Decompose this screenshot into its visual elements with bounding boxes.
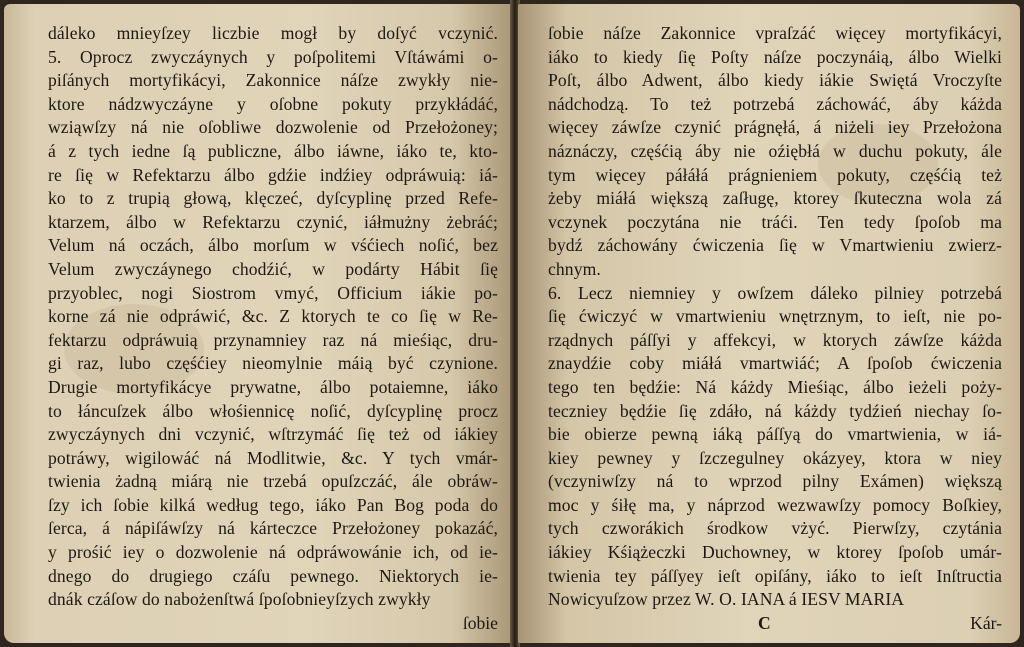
- right-text-line: vczynek poczytána nie tráći. Ten tedy ſpoſob ma: [548, 211, 1002, 232]
- left-text-line: ſerca, á nápiſáwſzy ná kárteczce Przełożoney pokazáć,: [48, 518, 498, 539]
- left-text-line: Velum zwyczáynego chodźić, w podárty Hábit ſię: [48, 258, 498, 279]
- right-page: [518, 4, 1020, 643]
- left-text-line: korne zá nie odpráwić, &c. Z ktorych te co ſię w Re-: [48, 306, 498, 327]
- catchword: ſobie: [462, 612, 498, 633]
- signature-mark: C: [758, 612, 771, 633]
- right-text-line: moc y śiłę ma, y náprzod wezwawſzy pomocy Boſkiey,: [548, 494, 1002, 515]
- right-text-line: tych czworákich środkow vżyć. Pierwſzy, czytánia: [548, 518, 1002, 539]
- left-text-line: ktore nádzwyczáyne y oſobne pokuty przykłádáć,: [48, 93, 498, 114]
- right-text-line: rządnych páſſyi y affekcyi, w ktorych záwſze káżda: [548, 329, 1002, 350]
- left-text-line: y prośić iey o dozwolenie ná odpráwowánie ich, od ie-: [48, 542, 498, 563]
- right-text-line: teczniey będźie ſię zdáło, ná káżdy tydźień niechay ſo-: [548, 400, 1002, 421]
- left-text-line: to łáncuſzek álbo włośiennicę noſić, dyſcyplinę procz: [48, 400, 498, 421]
- left-text-line: potráwy, wigilowáć ná Modlitwie, &c. Y tych vmár-: [48, 447, 498, 468]
- left-text-line: ko to z trupią głową, klęczeć, dyſcyplinę przed Refe-: [48, 188, 498, 209]
- right-text-line: ſobie náſze Zakonnice vpraſzáć więcey mortyfikácyi,: [548, 23, 1002, 43]
- left-text-line: wziąwſzy ná nie oſobliwe dozwolenie od Przełożoney;: [48, 117, 498, 138]
- left-text-line: ktarzem, álbo w Refektarzu czynić, iáłmużny żebráć;: [48, 211, 498, 232]
- left-page-text: [4, 22, 512, 635]
- right-text-line: tym więcey páłáłá prágnieniem pokuty, częśćią też: [548, 164, 1002, 185]
- left-text-line: dnák czáſow do nabożenſtwá ſpoſobnieyſzych zwykły: [48, 589, 431, 610]
- right-text-line: Poſt, álbo Adwent, álbo kiedy iákie Swiętá Vroczyſte: [548, 70, 1002, 91]
- left-page-footer: [48, 612, 498, 636]
- right-text-line: Nowicyuſzow przez W. O. IANA á IESV MARIA: [548, 589, 905, 610]
- right-text-line: 6. Lecz niemniey y owſzem dáleko pilniey potrzebá: [548, 282, 1002, 303]
- right-text-line: więcey záwſze czynić prágnęłá, á niżeli iey Przełożona: [548, 117, 1002, 138]
- right-text-line: tego ten będźie: Ná káżdy Mieśiąc, álbo ieżeli poży-: [548, 376, 1002, 397]
- left-text-line: gi raz, lubo częśćiey nieomylnie máią być czynione.: [48, 353, 498, 374]
- left-text-line: Drugie mortyfikácye prywatne, álbo potaiemne, iáko: [48, 376, 498, 397]
- left-text-line: dnego do drugiego czáſu pewnego. Niektorych ie-: [48, 565, 498, 586]
- right-text-line: chnym.: [548, 258, 601, 279]
- right-text-line: twienia tey páſſyey ieſt opiſány, iáko to ieſt Inſtructia: [548, 565, 1002, 586]
- right-text-line: bie obierze pewną iáką páſſyą do vmartwienia, w iá-: [548, 424, 1002, 445]
- right-page-footer: [548, 612, 1002, 636]
- left-text-line: fektarzu odpráwuią przynamniey raz ná mieśiąc, dru-: [48, 329, 498, 350]
- right-text-line: (vczyniwſzy ná to wprzod pilny Exámen) większą: [548, 471, 1002, 492]
- right-text-line: nádchodzą. To też potrzebá záchowáć, áby káżda: [548, 93, 1002, 114]
- right-text-line: znaydźie coby miáłá vmartwiáć; A ſpoſob ćwiczenia: [548, 353, 1002, 374]
- left-text-line: dáleko mnieyſzey liczbie mogł by doſyć vczynić.: [48, 23, 498, 43]
- right-text-line: ſię ćwiczyć w vmartwieniu wnętrznym, to ieſt, nie po-: [548, 306, 1002, 327]
- left-text-line: á z tych iedne ſą publiczne, álbo iáwne, iáko te, kto-: [48, 140, 498, 161]
- right-text-line: żeby miáłá większą zaſługę, ktorey ſkuteczna wola zá: [548, 188, 1002, 209]
- right-text-line: náznáczy, częśćią áby nie oźiębłá w duchu pokuty, ále: [548, 140, 1002, 161]
- left-text-line: zwyczáynych dni vczynić, wſtrzymáć ſię też od iákiey: [48, 424, 498, 445]
- left-text-line: Velum ná oczách, álbo morſum w vśćiech noſić, bez: [48, 235, 498, 256]
- left-text-line: twienia żadną miárą nie trzebá opuſzczáć, ále obráw-: [48, 471, 498, 492]
- catchword: Kár-: [970, 612, 1002, 633]
- left-text-line: piſánych mortyfikácyi, Zakonnice náſze zwykły nie-: [48, 70, 498, 91]
- right-text-line: iáko to kiedy ſię Poſty náſze poczynáią, álbo Wielki: [548, 46, 1002, 67]
- right-text-line: iákiey Kśiążeczki Duchowney, w ktorey ſpoſob umár-: [548, 542, 1002, 563]
- left-text-line: przyoblec, nogi Siostrom vmyć, Officium iákie po-: [48, 282, 498, 303]
- left-text-line: re ſię w Refektarzu álbo gdźie indźiey odpráwuią: iá-: [48, 164, 498, 185]
- right-text-line: bydź záchowány ćwiczenia ſię w Vmartwieniu zwierz-: [548, 235, 1002, 256]
- left-text-line: 5. Oprocz zwyczáynych y poſpolitemi Vſtáwámi o-: [48, 46, 498, 67]
- left-text-line: ſzy ich ſobie kilká według tego, iáko Pan Bog poda do: [48, 494, 498, 515]
- left-page: [4, 4, 512, 643]
- right-page-text: [518, 22, 1020, 635]
- right-text-line: kiey pewney y ſzczegulney okázyey, ktora w niey: [548, 447, 1002, 468]
